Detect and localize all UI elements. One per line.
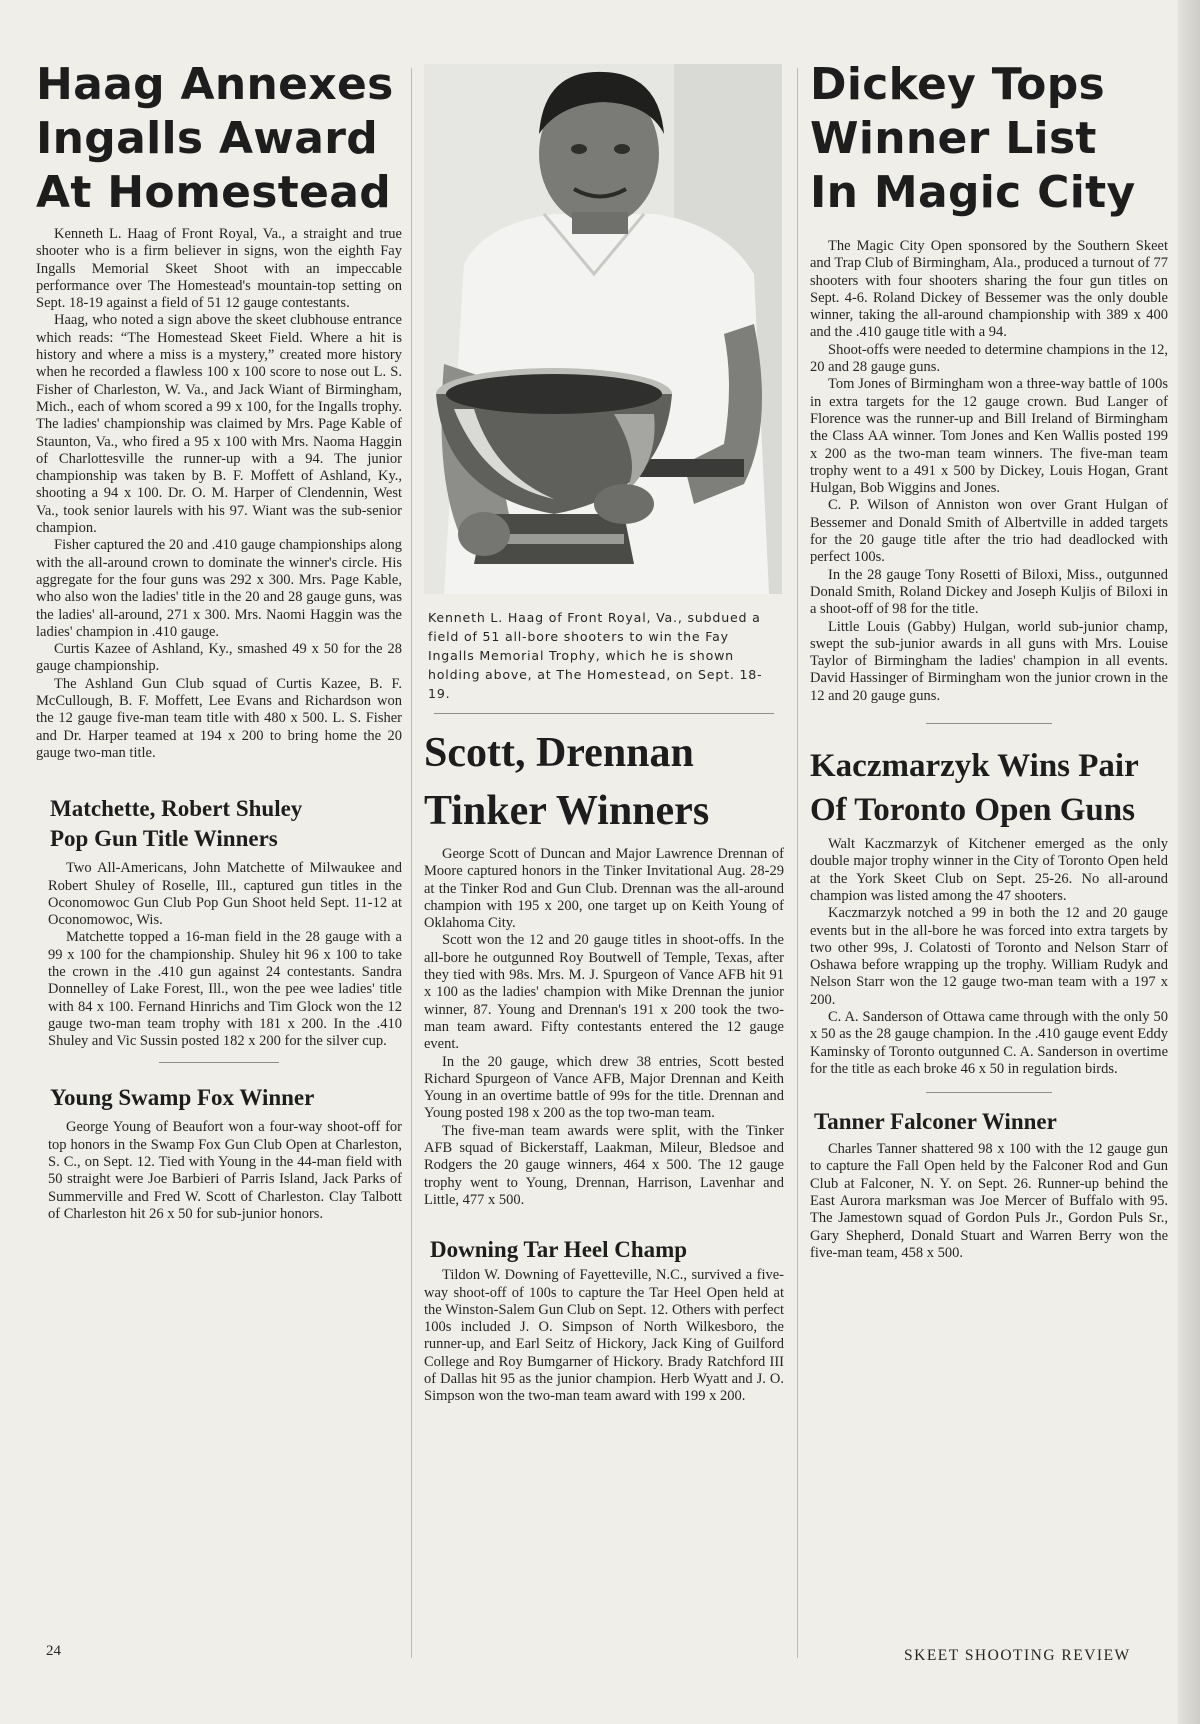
article-dickey: [810, 58, 1168, 705]
paragraph: The Ashland Gun Club squad of Curtis Kazee, B. F. McCullough, B. F. Moffett, Lee Evans and Richardson won the 12 gauge five-man team title with 480 x 500. L. S. Fisher and Dr. Harper teamed at 194 x 200 to bring home the 20 gauge two-man title.: [36, 675, 402, 761]
trophy-photo-icon: [424, 64, 782, 594]
paragraph: C. A. Sanderson of Ottawa came through with the only 50 x 50 as the 28 gauge champion. In the .410 gauge event Eddy Kaminsky of Toronto outgunned C. A. Sanderson in overtime for the title as each broke 46 x 50 in regulation birds.: [810, 1008, 1168, 1077]
paragraph: Shoot-offs were needed to determine champions in the 12, 20 and 28 gauge guns.: [810, 341, 1168, 376]
article-young: [36, 1083, 402, 1223]
paragraph: In the 20 gauge, which drew 38 entries, Scott bested Richard Spurgeon of Vance AFB, Major Drennan and Keith Young in an overtime battle of 99s for the title. Drennan and Young posted 198 x 200 as the top two-man team.: [424, 1053, 784, 1122]
headline-line: At Homestead: [36, 167, 391, 218]
column-rule-right: [797, 68, 798, 1658]
paragraph: The five-man team awards were split, with the Tinker AFB squad of Bickerstaff, Laakman, Mileur, Bledsoe and Rodgers the 20 gauge winners, 464 x 500. The 12 gauge trophy went to Young, Drennan, Harrison, Lavenhar and Little, 477 x 500.: [424, 1122, 784, 1208]
paragraph: Walt Kaczmarzyk of Kitchener emerged as the only double major trophy winner in the City of Toronto Open held at the York Skeet Club on Sept. 25-26. No all-around champion was listed among the 47 shooters.: [810, 836, 1168, 904]
paragraph: C. P. Wilson of Anniston won over Grant Hulgan of Bessemer and Donald Smith of Albertville in added targets for the 20 gauge title after the trio had deadlocked with perfect 100s.: [810, 497, 1168, 566]
paragraph: Two All-Americans, John Matchette of Milwaukee and Robert Shuley of Roselle, Ill., captured gun titles in the Oconomowoc Gun Club Pop Gun Shoot held Sept. 11-12 at Oconomowoc, Wis.: [48, 860, 402, 929]
headline-line: In Magic City: [810, 167, 1136, 218]
paragraph: Scott won the 12 and 20 gauge titles in shoot-offs. In the all-bore he outgunned Roy Boutwell of Temple, Texas, after they tied with 98s. Mrs. M. J. Spurgeon of Vance AFB hit 91 x 100 as the ladies' champion with Mike Drennan the junior winner, 87. Young and Drennan's 191 x 200 took the two-man team award. Fifty contestants entered the 12 gauge event.: [424, 932, 784, 1053]
headline-line: Scott, Drennan: [424, 730, 694, 776]
headline-line: Tinker Winners: [424, 788, 710, 834]
headline-line: Haag Annexes: [36, 59, 394, 110]
article-body: [48, 1119, 402, 1223]
article-scott: [424, 724, 784, 1209]
article-body: [810, 836, 1168, 1078]
paragraph: In the 28 gauge Tony Rosetti of Biloxi, Miss., outgunned Donald Smith, Roland Dickey and Joseph Kuljis of Biloxi in a shoot-off of 98 for the title.: [810, 566, 1168, 618]
article-body: [424, 846, 784, 1209]
headline-downing: Downing Tar Heel Champ: [430, 1237, 688, 1263]
paragraph: The Magic City Open sponsored by the Southern Skeet and Trap Club of Birmingham, Ala., produced a turnout of 77 shooters with four shooters sharing the four gun titles on Sept. 4-6. Roland Dickey of Bessemer was the only double winner, taking the all-around championship with 389 x 400 and the .410 gauge title with a 94.: [810, 238, 1168, 341]
headline-dickey: [810, 58, 1168, 220]
headline-line: Pop Gun Title Winners: [50, 826, 278, 852]
article-body: [424, 1267, 784, 1405]
article-haag: [36, 58, 402, 762]
article-body: [810, 1141, 1168, 1262]
article-body: [48, 860, 402, 1050]
headline-young: Young Swamp Fox Winner: [50, 1085, 315, 1111]
headline-line: Matchette, Robert Shuley: [50, 796, 303, 822]
divider: [926, 723, 1052, 724]
headline-line: Winner List: [810, 113, 1097, 164]
paragraph: Fisher captured the 20 and .410 gauge championships along with the all-around crown to dominate the winner's circle. His aggregate for the four guns was 292 x 300. Mrs. Page Kable, who also won the ladies' title in the 20 and 28 gauge guns, was the ladies' all-around, 271 x 300. Mrs. Naomi Haggin was the ladies' champion in .410 gauge.: [36, 537, 402, 640]
divider: [159, 1062, 279, 1063]
photo-caption: Kenneth L. Haag of Front Royal, Va., subdued a field of 51 all-bore shooters to win the Fay Ingalls Memorial Trophy, which he is shown holding above, at The Homestead, on Sept. 18-19.: [428, 610, 763, 701]
paragraph: George Scott of Duncan and Major Lawrence Drennan of Moore captured honors in the Tinker Invitational Aug. 28-29 at the Tinker Rod and Gun Club. Drennan was the all-around champion with 195 x 200, one target up on Keith Young of Oklahoma City.: [424, 846, 784, 932]
publication-name: SKEET SHOOTING REVIEW: [904, 1647, 1131, 1664]
paragraph: Haag, who noted a sign above the skeet clubhouse entrance which reads: “The Homestead Skeet Field. Where a hit is history and where a miss is a mystery,” created more history when he recorded a flawless 100 x 100 score to nose out L. S. Fisher of Charleston, W. Va., and Jack Wiant of Birmingham, Mich., each of whom scored a 99 x 100, for the Ingalls trophy. The ladies' championship was claimed by Mrs. Page Kable of Staunton, Va., who fired a 95 x 100 with Mrs. Naoma Haggin of Charlottesville the runner-up with a 94. The junior championship was taken by B. F. Moffett of Ashland, Ky., shooting a 94 x 100. Dr. O. M. Harper of Clendennin, West Va., took senior laurels with his 97. Wiant was the sub-senior champion.: [36, 312, 402, 537]
paragraph: George Young of Beaufort won a four-way shoot-off for top honors in the Swamp Fox Gun Club Open at Charleston, S. C., on Sept. 12. Tied with Young in the 44-man field with 50 straight were Joe Barbieri of Parris Island, Jack Parks of Summerville and Fred W. Scott of Charleston. Clay Talbott of Charleston hit 26 x 50 for sub-junior honors.: [48, 1119, 402, 1222]
headline-kaczmarzyk: [810, 744, 1168, 832]
article-body: [810, 238, 1168, 705]
article-body: [36, 226, 402, 762]
page-number: 24: [46, 1643, 61, 1659]
paragraph: Tildon W. Downing of Fayetteville, N.C., survived a five-way shoot-off of 100s to capture the Tar Heel Open held at the Winston-Salem Gun Club on Sept. 12. Others with perfect 100s included J. O. Simpson of North Wilkesboro, the runner-up, and Earl Seitz of Hickory, Jack King of Guilford College and Roy Bumgarner of Hickory. Brady Ratchford III of Dallas hit 95 as the junior champion. Herb Wyatt and J. O. Simpson won the two-man team award with 199 x 200.: [424, 1267, 784, 1405]
headline-scott: [424, 724, 784, 840]
headline-line: Kaczmarzyk Wins Pair: [810, 748, 1139, 785]
article-kaczmarzyk: [810, 744, 1168, 1078]
headline-line: Dickey Tops: [810, 59, 1105, 110]
paragraph: Little Louis (Gabby) Hulgan, world sub-junior champ, swept the sub-junior awards in all guns with Mrs. Louise Taylor of Birmingham the ladies' champion in all events. David Hassinger of Birmingham won the junior crown in the 12 and 20 gauge guns.: [810, 618, 1168, 704]
page-edge: [1178, 0, 1200, 1724]
column-right: [810, 58, 1168, 1262]
paragraph: Kaczmarzyk notched a 99 in both the 12 and 20 gauge events but in the all-bore he was forced into extra targets by two other 99s, J. Colatosti of Toronto and Nelson Starr of Oshawa before wrapping up the trophy. William Rudyk and Nelson Starr won the 12 gauge two-man team with a 197 x 200.: [810, 905, 1168, 1008]
headline-line: Ingalls Award: [36, 113, 379, 164]
headline-tanner: Tanner Falconer Winner: [814, 1109, 1057, 1135]
column-rule-left: [411, 68, 412, 1658]
article-matchette: [36, 794, 402, 1050]
paragraph: Matchette topped a 16-man field in the 28 gauge with a 99 x 100 for the championship. Shuley hit 96 x 100 to take the crown in the .410 gun against 24 contestants. Sandra Donnelley of Lake Forest, Ill., won the pee wee ladies' title with 84 x 100. Fernand Hinrichs and Tim Glock won the 12 gauge two-man team trophy with 181 x 200. In the .410 Shuley and Vic Sussin posted 182 x 200 for the silver cup.: [48, 929, 402, 1050]
headline-matchette: [50, 794, 402, 854]
paragraph: Kenneth L. Haag of Front Royal, Va., a straight and true shooter who is a firm believer in signs, won the eighth Fay Ingalls Memorial Skeet Shoot with an impeccable performance over The Homestead's mountain-top setting on Sept. 18-19 against a field of 51 12 gauge contestants.: [36, 226, 402, 312]
paragraph: Curtis Kazee of Ashland, Ky., smashed 49 x 50 for the 28 gauge championship.: [36, 641, 402, 675]
column-middle: [424, 64, 784, 1406]
divider: [926, 1092, 1052, 1093]
article-tanner: [810, 1107, 1168, 1262]
headline-line: Of Toronto Open Guns: [810, 792, 1135, 829]
article-downing: [424, 1235, 784, 1405]
paragraph: Charles Tanner shattered 98 x 100 with the 12 gauge gun to capture the Fall Open held by the Falconer Rod and Gun Club at Falconer, N. Y. on Sept. 26. Runner-up behind the East Aurora marksman was Joe Mercer of Buffalo with 95. The Jamestown squad of Gordon Puls Jr., Gordon Puls Sr., Gary Shepherd, Donald Stuart and Warren Berry won the five-man team, 458 x 500.: [810, 1141, 1168, 1261]
divider: [434, 713, 774, 714]
headline-haag: [36, 58, 402, 220]
paragraph: Tom Jones of Birmingham won a three-way battle of 100s in extra targets for the 12 gauge crown. Bud Langer of Florence was the runner-up and Bill Ireland of Birmingham the Class AA winner. Tom Jones and Ken Wallis posted 199 x 200 as the two-man team winners. The five-man team trophy went to a 491 x 500 by Dickey, Louis Hogan, Grant Hulgan, Bob Wiggins and Jones.: [810, 376, 1168, 497]
column-left: [36, 58, 402, 1223]
